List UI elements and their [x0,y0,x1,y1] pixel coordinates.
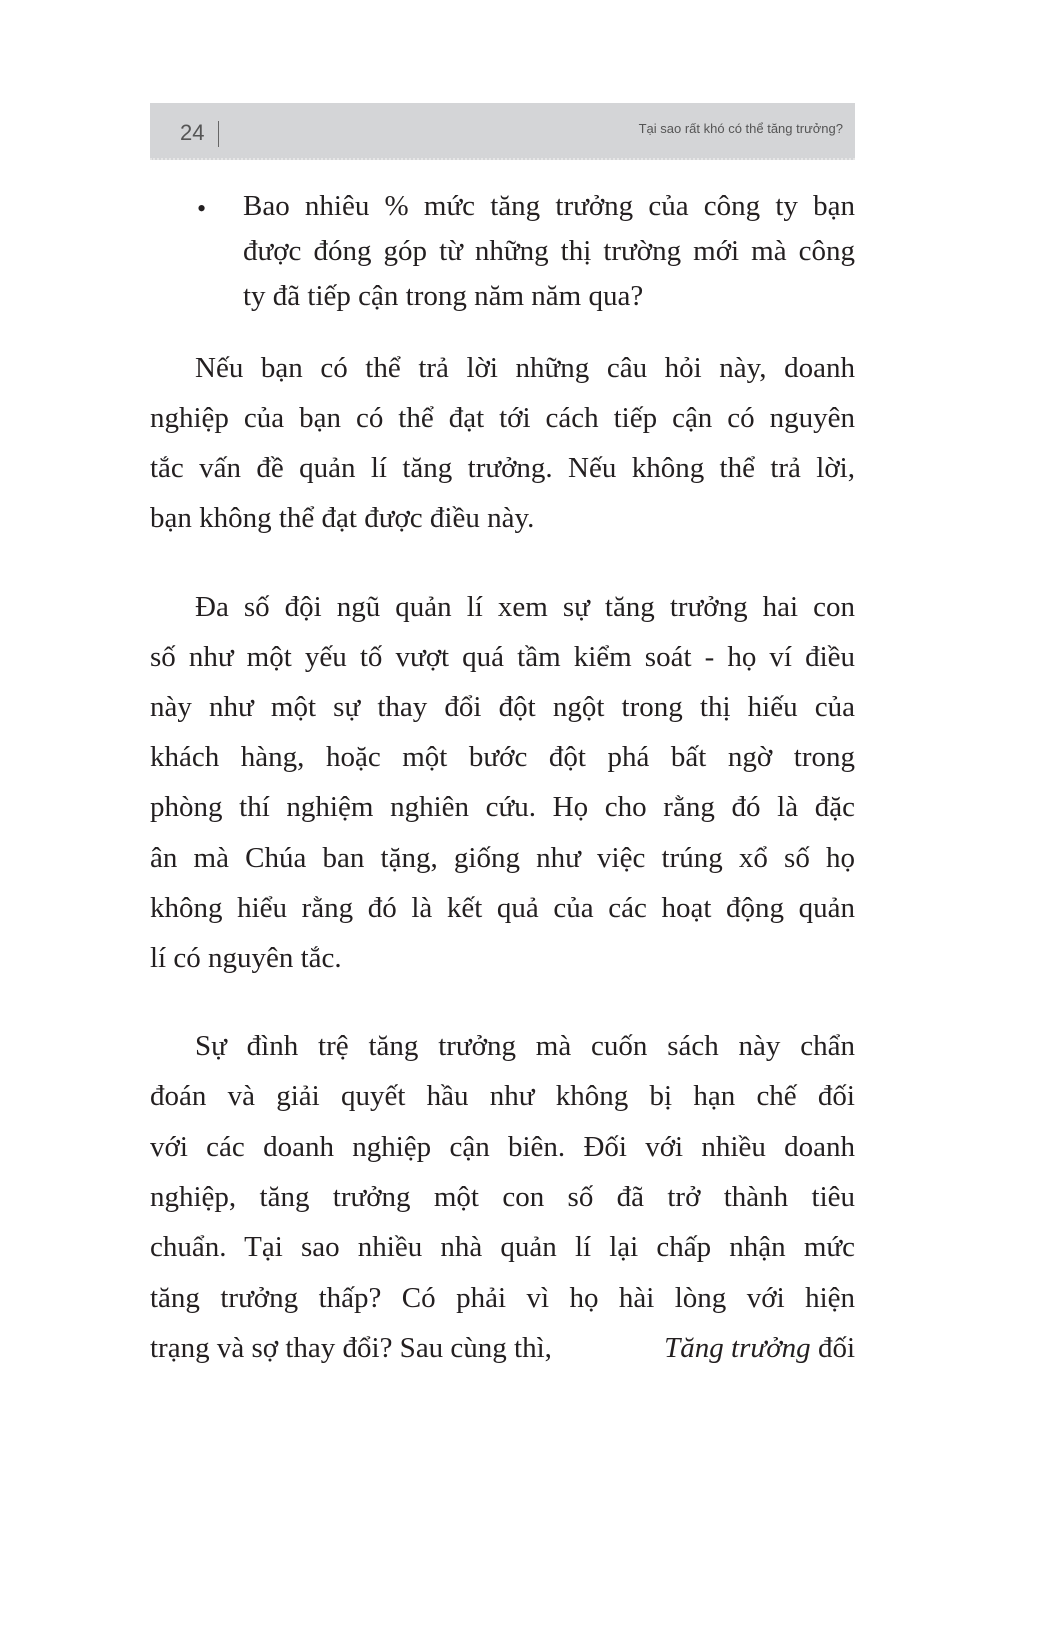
header-divider [218,121,219,147]
paragraph-line: với các doanh nghiệp cận biên. Đối với nhiều doanh [150,1131,855,1163]
paragraph-line: khách hàng, hoặc một bước đột phá bất ngờ trong [150,741,855,773]
paragraph-line: lí có nguyên tắc. [150,942,342,974]
paragraph-line [150,1330,855,1366]
bullet-line: ty đã tiếp cận trong năm năm qua? [243,280,644,312]
running-header [150,103,855,160]
paragraph-line: Sự đình trệ tăng trưởng mà cuốn sách này chẩn [195,1030,855,1062]
bullet-line: được đóng góp từ những thị trường mới mà công [243,235,855,267]
paragraph-line: Nếu bạn có thể trả lời những câu hỏi này, doanh [195,352,855,384]
paragraph-line: số như một yếu tố vượt quá tầm kiểm soát - họ ví điều [150,641,855,673]
paragraph-line: nghiệp, tăng trưởng một con số đã trở thành tiêu [150,1181,855,1213]
paragraph-line: tắc vấn đề quản lí tăng trưởng. Nếu không thể trả lời, [150,452,855,484]
paragraph-line: không hiểu rằng đó là kết quả của các hoạt động quản [150,892,855,924]
paragraph-line: Đa số đội ngũ quản lí xem sự tăng trưởng hai con [195,591,855,623]
paragraph-line: này như một sự thay đổi đột ngột trong thị hiếu của [150,691,855,723]
bullet-line: Bao nhiêu % mức tăng trưởng của công ty bạn [243,190,855,222]
text-segment: trạng và sợ thay đổi? Sau cùng thì, [150,1332,560,1364]
paragraph-line: ân mà Chúa ban tặng, giống như việc trúng xổ số họ [150,842,855,874]
paragraph-line: đoán và giải quyết hầu như không bị hạn chế đối [150,1080,855,1112]
paragraph-line: nghiệp của bạn có thể đạt tới cách tiếp cận có nguyên [150,402,855,434]
paragraph-line: tăng trưởng thấp? Có phải vì họ hài lòng với hiện [150,1282,855,1314]
page-number: 24 [180,120,205,145]
running-title: Tại sao rất khó có thể tăng trưởng? [638,121,843,136]
text-segment: đối [810,1332,855,1364]
paragraph-line: bạn không thể đạt được điều này. [150,502,535,534]
bullet-icon: • [197,194,207,223]
paragraph-line: phòng thí nghiệm nghiên cứu. Họ cho rằng đó là đặc [150,791,855,823]
italic-book-title: Tăng trưởng [664,1332,811,1364]
paragraph-line: chuẩn. Tại sao nhiều nhà quản lí lại chấp nhận mức [150,1231,855,1263]
